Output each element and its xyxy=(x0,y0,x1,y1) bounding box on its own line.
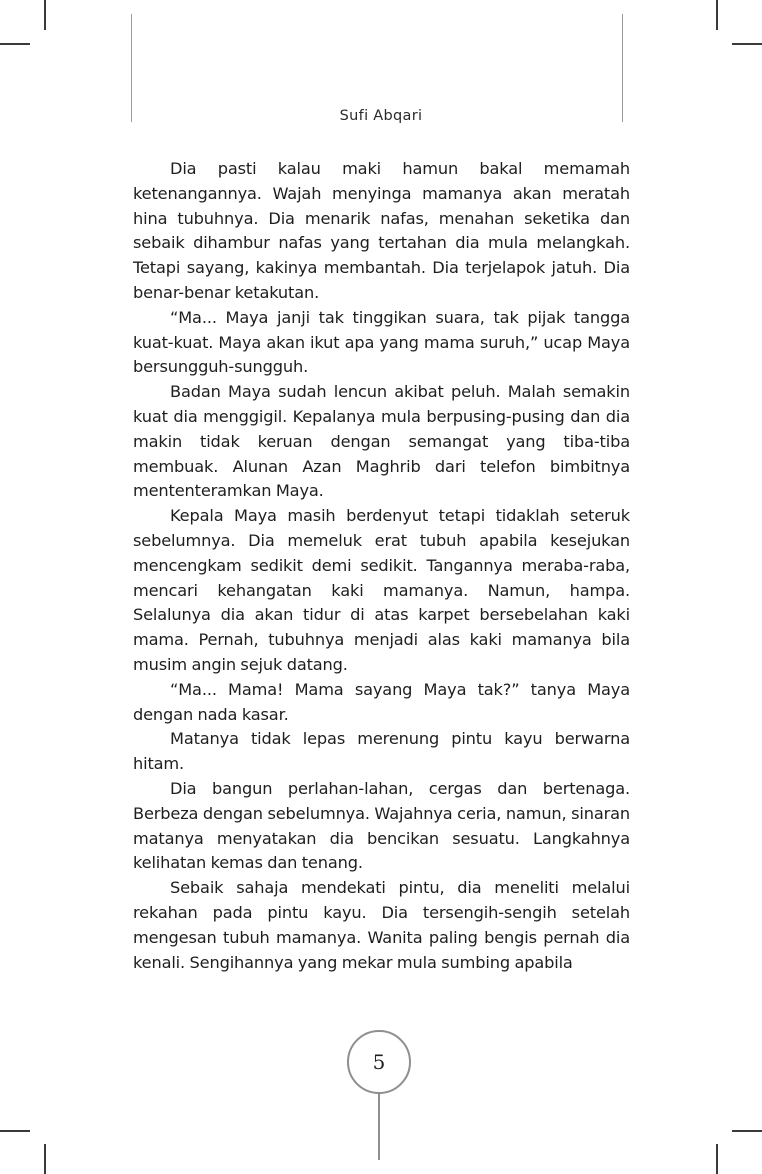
paragraph: Dia bangun perlahan-lahan, cergas dan bertenaga. Berbeza dengan sebelumnya. Wajahnya ceria, namun, sinaran matanya menyatakan dia bencikan sesuatu. Langkahnya kelihatan kemas dan tenang. xyxy=(133,778,630,873)
paragraph: “Ma... Mama! Mama sayang Maya tak?” tanya Maya dengan nada kasar. xyxy=(133,679,630,724)
paragraph: “Ma... Maya janji tak tinggikan suara, tak pijak tangga kuat-kuat. Maya akan ikut apa yang mama suruh,” ucap Maya bersungguh-sungguh. xyxy=(133,307,630,377)
header-rule-right xyxy=(622,14,623,122)
crop-mark-top-left-horizontal xyxy=(0,43,30,45)
crop-mark-bottom-left-vertical xyxy=(44,1144,46,1174)
header-rule-left xyxy=(131,14,132,122)
crop-mark-top-left-vertical xyxy=(44,0,46,30)
page-number: 5 xyxy=(372,1050,386,1074)
running-header-title: Sufi Abqari xyxy=(339,108,423,124)
crop-mark-bottom-right-horizontal xyxy=(732,1130,762,1132)
page-number-stem xyxy=(378,1094,380,1160)
crop-mark-bottom-right-vertical xyxy=(716,1144,718,1174)
paragraph: Matanya tidak lepas merenung pintu kayu berwarna hitam. xyxy=(133,729,630,774)
paragraph: Dia pasti kalau maki hamun bakal memamah ketenangannya. Wajah menyinga mamanya akan meratah hina tubuhnya. Dia menarik nafas, menahan seketika dan sebaik dihambur nafas yang tertahan dia mula melangkah. Tetapi sayang, kakinya membantah. Dia terjelapok jatuh. Dia benar-benar ketakutan. xyxy=(133,159,630,302)
crop-mark-bottom-left-horizontal xyxy=(0,1130,30,1132)
page-number-badge xyxy=(347,1030,411,1094)
paragraph: Kepala Maya masih berdenyut tetapi tidaklah seteruk sebelumnya. Dia memeluk erat tubuh apabila kesejukan mencengkam sedikit demi sedikit. Tangannya meraba-raba, mencari kehangatan kaki mamanya. Namun, hampa. Selalunya dia akan tidur di atas karpet bersebelahan kaki mama. Pernah, tubuhnya menjadi alas kaki mamanya bila musim angin sejuk datang. xyxy=(133,506,630,674)
paragraph: Sebaik sahaja mendekati pintu, dia meneliti melalui rekahan pada pintu kayu. Dia tersengih-sengih setelah mengesan tubuh mamanya. Wanita paling bengis pernah dia kenali. Sengihannya yang mekar mula sumbing apabila xyxy=(133,878,630,972)
crop-mark-top-right-horizontal xyxy=(732,43,762,45)
crop-mark-top-right-vertical xyxy=(716,0,718,30)
paragraph: Badan Maya sudah lencun akibat peluh. Malah semakin kuat dia menggigil. Kepalanya mula berpusing-pusing dan dia makin tidak keruan dengan semangat yang tiba-tiba membuak. Alunan Azan Maghrib dari telefon bimbitnya mententeramkan Maya. xyxy=(133,382,630,501)
body-text xyxy=(133,157,630,975)
